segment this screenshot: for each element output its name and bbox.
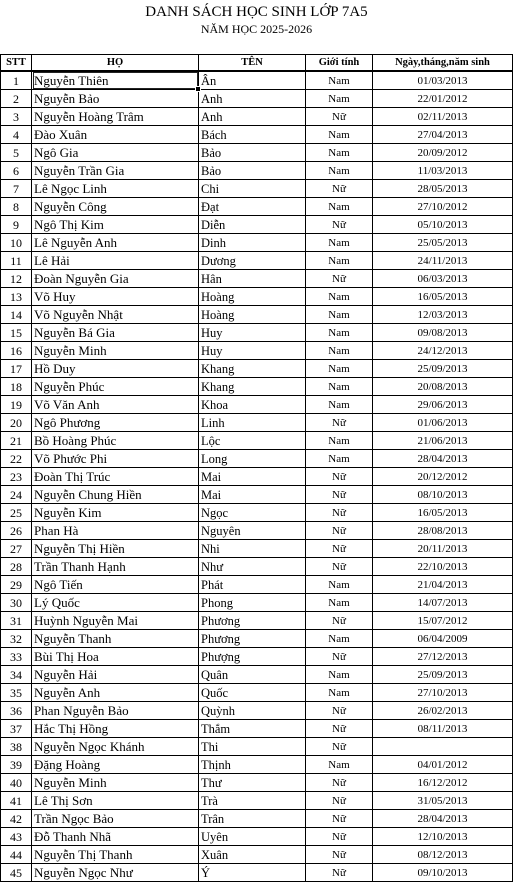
table-row — [1, 126, 513, 144]
cell-stt[interactable]: 39 — [1, 756, 32, 774]
cell-stt[interactable]: 2 — [1, 90, 32, 108]
cell-ten[interactable]: Trân — [199, 810, 306, 828]
cell-ten[interactable]: Quốc — [199, 684, 306, 702]
cell-stt[interactable]: 7 — [1, 180, 32, 198]
cell-ngay-sinh[interactable]: 28/08/2013 — [373, 522, 513, 540]
cell-gioi-tinh[interactable]: Nữ — [306, 468, 373, 486]
cell-gioi-tinh[interactable]: Nam — [306, 396, 373, 414]
cell-ngay-sinh[interactable]: 16/05/2013 — [373, 504, 513, 522]
cell-gioi-tinh[interactable]: Nam — [306, 144, 373, 162]
cell-stt[interactable]: 18 — [1, 378, 32, 396]
cell-stt[interactable]: 38 — [1, 738, 32, 756]
cell-gioi-tinh[interactable]: Nữ — [306, 414, 373, 432]
cell-ngay-sinh[interactable]: 21/06/2013 — [373, 432, 513, 450]
table-row — [1, 270, 513, 288]
cell-gioi-tinh[interactable]: Nam — [306, 162, 373, 180]
cell-stt[interactable]: 32 — [1, 630, 32, 648]
cell-gioi-tinh[interactable]: Nam — [306, 324, 373, 342]
cell-ngay-sinh[interactable] — [373, 738, 513, 756]
cell-stt[interactable]: 8 — [1, 198, 32, 216]
cell-stt[interactable]: 28 — [1, 558, 32, 576]
cell-ngay-sinh[interactable]: 12/03/2013 — [373, 306, 513, 324]
cell-ten[interactable]: Nguyên — [199, 522, 306, 540]
cell-ten[interactable]: Mai — [199, 486, 306, 504]
table-row — [1, 522, 513, 540]
table-row — [1, 180, 513, 198]
cell-gioi-tinh[interactable]: Nam — [306, 71, 373, 90]
cell-gioi-tinh[interactable]: Nữ — [306, 504, 373, 522]
cell-ten[interactable]: Phương — [199, 630, 306, 648]
table-row — [1, 756, 513, 774]
header-ho[interactable]: HỌ — [32, 55, 199, 72]
cell-stt[interactable]: 44 — [1, 846, 32, 864]
cell-ngay-sinh[interactable]: 15/07/2012 — [373, 612, 513, 630]
cell-gioi-tinh[interactable]: Nữ — [306, 108, 373, 126]
cell-ten[interactable]: Thi — [199, 738, 306, 756]
cell-ten[interactable]: Dương — [199, 252, 306, 270]
table-row — [1, 540, 513, 558]
cell-ho[interactable]: Trần Ngọc Bảo — [32, 810, 199, 828]
cell-gioi-tinh[interactable]: Nam — [306, 198, 373, 216]
table-row — [1, 720, 513, 738]
cell-gioi-tinh[interactable]: Nam — [306, 252, 373, 270]
cell-stt[interactable]: 37 — [1, 720, 32, 738]
table-row — [1, 846, 513, 864]
cell-ho[interactable]: Nguyễn Thiên — [32, 71, 199, 90]
cell-ho[interactable]: Lý Quốc — [32, 594, 199, 612]
cell-gioi-tinh[interactable]: Nữ — [306, 738, 373, 756]
table-row — [1, 684, 513, 702]
table-row — [1, 396, 513, 414]
cell-stt[interactable]: 20 — [1, 414, 32, 432]
cell-gioi-tinh[interactable]: Nam — [306, 126, 373, 144]
table-row — [1, 90, 513, 108]
cell-ngay-sinh[interactable]: 27/10/2012 — [373, 198, 513, 216]
header-ngay-sinh[interactable]: Ngày,tháng,năm sinh — [373, 55, 513, 72]
cell-stt[interactable]: 40 — [1, 774, 32, 792]
cell-gioi-tinh[interactable]: Nam — [306, 576, 373, 594]
cell-ngay-sinh[interactable]: 06/04/2009 — [373, 630, 513, 648]
cell-ngay-sinh[interactable]: 09/10/2013 — [373, 864, 513, 882]
cell-stt[interactable]: 1 — [1, 71, 32, 90]
cell-ho[interactable]: Nguyễn Phúc — [32, 378, 199, 396]
cell-gioi-tinh[interactable]: Nam — [306, 306, 373, 324]
cell-gioi-tinh[interactable]: Nữ — [306, 810, 373, 828]
cell-ten[interactable]: Bảo — [199, 144, 306, 162]
table-row — [1, 252, 513, 270]
table-row — [1, 288, 513, 306]
cell-gioi-tinh[interactable]: Nữ — [306, 846, 373, 864]
table-row — [1, 432, 513, 450]
cell-ngay-sinh[interactable]: 28/04/2013 — [373, 810, 513, 828]
table-row — [1, 810, 513, 828]
cell-ho[interactable]: Trần Thanh Hạnh — [32, 558, 199, 576]
cell-ten[interactable]: Thư — [199, 774, 306, 792]
cell-ten[interactable]: Đạt — [199, 198, 306, 216]
cell-ten[interactable]: Như — [199, 558, 306, 576]
cell-stt[interactable]: 35 — [1, 684, 32, 702]
cell-ho[interactable]: Nguyễn Bá Gia — [32, 324, 199, 342]
cell-ngay-sinh[interactable]: 25/09/2013 — [373, 360, 513, 378]
table-row — [1, 108, 513, 126]
cell-stt[interactable]: 36 — [1, 702, 32, 720]
cell-ho[interactable]: Võ Huy — [32, 288, 199, 306]
cell-ngay-sinh[interactable]: 11/03/2013 — [373, 162, 513, 180]
cell-ho[interactable]: Nguyễn Bảo — [32, 90, 199, 108]
cell-ten[interactable]: Bảo — [199, 162, 306, 180]
cell-ho[interactable]: Nguyễn Trần Gia — [32, 162, 199, 180]
cell-gioi-tinh[interactable]: Nữ — [306, 648, 373, 666]
table-row — [1, 576, 513, 594]
cell-stt[interactable]: 24 — [1, 486, 32, 504]
cell-ho[interactable]: Đoàn Thị Trúc — [32, 468, 199, 486]
cell-stt[interactable]: 34 — [1, 666, 32, 684]
table-row — [1, 738, 513, 756]
cell-ngay-sinh[interactable]: 01/06/2013 — [373, 414, 513, 432]
cell-stt[interactable]: 10 — [1, 234, 32, 252]
cell-ngay-sinh[interactable]: 27/10/2013 — [373, 684, 513, 702]
cell-ten[interactable]: Quỳnh — [199, 702, 306, 720]
cell-ho[interactable]: Hắc Thị Hồng — [32, 720, 199, 738]
cell-ten[interactable]: Phương — [199, 612, 306, 630]
cell-ho[interactable]: Hồ Duy — [32, 360, 199, 378]
cell-gioi-tinh[interactable]: Nữ — [306, 270, 373, 288]
cell-ten[interactable]: Trà — [199, 792, 306, 810]
cell-gioi-tinh[interactable]: Nữ — [306, 558, 373, 576]
cell-ho[interactable]: Nguyễn Chung Hiền — [32, 486, 199, 504]
cell-stt[interactable]: 17 — [1, 360, 32, 378]
cell-ngay-sinh[interactable]: 20/09/2012 — [373, 144, 513, 162]
cell-ngay-sinh[interactable]: 16/12/2012 — [373, 774, 513, 792]
cell-gioi-tinh[interactable]: Nam — [306, 450, 373, 468]
cell-ho[interactable]: Nguyễn Hoàng Trâm — [32, 108, 199, 126]
cell-ten[interactable]: Hoàng — [199, 288, 306, 306]
cell-stt[interactable]: 19 — [1, 396, 32, 414]
table-row — [1, 71, 513, 90]
cell-ho[interactable]: Bồ Hoàng Phúc — [32, 432, 199, 450]
table-row — [1, 486, 513, 504]
cell-ho[interactable]: Ngô Phương — [32, 414, 199, 432]
table-row — [1, 594, 513, 612]
cell-ho[interactable]: Nguyễn Kim — [32, 504, 199, 522]
table-row — [1, 162, 513, 180]
cell-stt[interactable]: 14 — [1, 306, 32, 324]
cell-ho[interactable]: Đỗ Thanh Nhã — [32, 828, 199, 846]
cell-ten[interactable]: Xuân — [199, 846, 306, 864]
cell-gioi-tinh[interactable]: Nam — [306, 594, 373, 612]
cell-ho[interactable]: Huỳnh Nguyễn Mai — [32, 612, 199, 630]
table-row — [1, 468, 513, 486]
cell-ten[interactable]: Mai — [199, 468, 306, 486]
cell-gioi-tinh[interactable]: Nam — [306, 666, 373, 684]
cell-gioi-tinh[interactable]: Nam — [306, 342, 373, 360]
student-rows — [1, 71, 513, 882]
cell-gioi-tinh[interactable]: Nữ — [306, 774, 373, 792]
cell-ten[interactable]: Anh — [199, 90, 306, 108]
cell-stt[interactable]: 41 — [1, 792, 32, 810]
cell-gioi-tinh[interactable]: Nam — [306, 288, 373, 306]
cell-ten[interactable]: Khoa — [199, 396, 306, 414]
table-row — [1, 144, 513, 162]
cell-ten[interactable]: Ân — [199, 71, 306, 90]
cell-ngay-sinh[interactable]: 28/05/2013 — [373, 180, 513, 198]
cell-ngay-sinh[interactable]: 20/11/2013 — [373, 540, 513, 558]
cell-ho[interactable]: Nguyễn Hải — [32, 666, 199, 684]
cell-ten[interactable]: Phát — [199, 576, 306, 594]
cell-ho[interactable]: Ngô Gia — [32, 144, 199, 162]
cell-ho[interactable]: Nguyễn Minh — [32, 774, 199, 792]
cell-ten[interactable]: Chi — [199, 180, 306, 198]
cell-ten[interactable]: Hoàng — [199, 306, 306, 324]
cell-ngay-sinh[interactable]: 04/01/2012 — [373, 756, 513, 774]
cell-ngay-sinh[interactable]: 20/08/2013 — [373, 378, 513, 396]
cell-ngay-sinh[interactable]: 08/12/2013 — [373, 846, 513, 864]
cell-ten[interactable]: Nhi — [199, 540, 306, 558]
cell-ten[interactable]: Long — [199, 450, 306, 468]
cell-ho[interactable]: Nguyễn Thị Hiền — [32, 540, 199, 558]
cell-gioi-tinh[interactable]: Nữ — [306, 864, 373, 882]
cell-ten[interactable]: Ngọc — [199, 504, 306, 522]
cell-ngay-sinh[interactable]: 05/10/2013 — [373, 216, 513, 234]
cell-ho[interactable]: Nguyễn Ngọc Như — [32, 864, 199, 882]
table-row — [1, 702, 513, 720]
cell-stt[interactable]: 43 — [1, 828, 32, 846]
cell-ho[interactable]: Nguyễn Ngọc Khánh — [32, 738, 199, 756]
cell-ngay-sinh[interactable]: 25/09/2013 — [373, 666, 513, 684]
cell-fill-handle[interactable] — [195, 86, 201, 92]
cell-ten[interactable]: Ý — [199, 864, 306, 882]
cell-ten[interactable]: Thịnh — [199, 756, 306, 774]
cell-stt[interactable]: 25 — [1, 504, 32, 522]
cell-ho[interactable]: Lê Ngọc Linh — [32, 180, 199, 198]
cell-stt[interactable]: 15 — [1, 324, 32, 342]
cell-ngay-sinh[interactable]: 08/11/2013 — [373, 720, 513, 738]
cell-ngay-sinh[interactable]: 06/03/2013 — [373, 270, 513, 288]
cell-gioi-tinh[interactable]: Nữ — [306, 702, 373, 720]
cell-ten[interactable]: Quân — [199, 666, 306, 684]
cell-ho[interactable]: Võ Văn Anh — [32, 396, 199, 414]
cell-ten[interactable]: Bách — [199, 126, 306, 144]
cell-ho[interactable]: Đào Xuân — [32, 126, 199, 144]
cell-stt[interactable]: 9 — [1, 216, 32, 234]
cell-gioi-tinh[interactable]: Nữ — [306, 720, 373, 738]
cell-ngay-sinh[interactable]: 09/08/2013 — [373, 324, 513, 342]
cell-ngay-sinh[interactable]: 27/04/2013 — [373, 126, 513, 144]
cell-stt[interactable]: 13 — [1, 288, 32, 306]
cell-ngay-sinh[interactable]: 25/05/2013 — [373, 234, 513, 252]
cell-ten[interactable]: Dinh — [199, 234, 306, 252]
table-row — [1, 216, 513, 234]
table-row — [1, 198, 513, 216]
cell-stt[interactable]: 31 — [1, 612, 32, 630]
cell-ho[interactable]: Ngô Tiến — [32, 576, 199, 594]
student-table — [0, 54, 513, 882]
cell-ten[interactable]: Huy — [199, 324, 306, 342]
cell-ho[interactable]: Nguyễn Công — [32, 198, 199, 216]
cell-gioi-tinh[interactable]: Nam — [306, 756, 373, 774]
cell-gioi-tinh[interactable]: Nữ — [306, 180, 373, 198]
table-row — [1, 612, 513, 630]
cell-stt[interactable]: 45 — [1, 864, 32, 882]
table-row — [1, 360, 513, 378]
cell-stt[interactable]: 5 — [1, 144, 32, 162]
cell-ngay-sinh[interactable]: 16/05/2013 — [373, 288, 513, 306]
cell-stt[interactable]: 4 — [1, 126, 32, 144]
cell-ngay-sinh[interactable]: 22/10/2013 — [373, 558, 513, 576]
cell-gioi-tinh[interactable]: Nữ — [306, 828, 373, 846]
cell-ngay-sinh[interactable]: 24/12/2013 — [373, 342, 513, 360]
cell-stt[interactable]: 21 — [1, 432, 32, 450]
cell-gioi-tinh[interactable]: Nữ — [306, 216, 373, 234]
cell-stt[interactable]: 30 — [1, 594, 32, 612]
cell-gioi-tinh[interactable]: Nữ — [306, 540, 373, 558]
cell-ho[interactable]: Nguyễn Anh — [32, 684, 199, 702]
cell-stt[interactable]: 27 — [1, 540, 32, 558]
cell-ngay-sinh[interactable]: 08/10/2013 — [373, 486, 513, 504]
cell-ngay-sinh[interactable]: 20/12/2012 — [373, 468, 513, 486]
cell-ho[interactable]: Nguyễn Thanh — [32, 630, 199, 648]
cell-ten[interactable]: Phượng — [199, 648, 306, 666]
table-row — [1, 378, 513, 396]
cell-gioi-tinh[interactable]: Nam — [306, 234, 373, 252]
cell-ngay-sinh[interactable]: 29/06/2013 — [373, 396, 513, 414]
header-stt[interactable]: STT — [1, 55, 32, 72]
cell-ten[interactable]: Huy — [199, 342, 306, 360]
cell-ho[interactable]: Lê Hải — [32, 252, 199, 270]
cell-stt[interactable]: 33 — [1, 648, 32, 666]
cell-ho[interactable]: Lê Nguyễn Anh — [32, 234, 199, 252]
cell-ho[interactable]: Đoàn Nguyễn Gia — [32, 270, 199, 288]
table-row — [1, 306, 513, 324]
cell-ngay-sinh[interactable]: 26/02/2013 — [373, 702, 513, 720]
cell-ho[interactable]: Bùi Thị Hoa — [32, 648, 199, 666]
cell-ngay-sinh[interactable]: 21/04/2013 — [373, 576, 513, 594]
page-title: DANH SÁCH HỌC SINH LỚP 7A5 — [145, 4, 368, 20]
table-row — [1, 450, 513, 468]
cell-stt[interactable]: 12 — [1, 270, 32, 288]
cell-ho[interactable]: Đặng Hoàng — [32, 756, 199, 774]
cell-ngay-sinh[interactable]: 01/03/2013 — [373, 71, 513, 90]
cell-gioi-tinh[interactable]: Nữ — [306, 522, 373, 540]
cell-gioi-tinh[interactable]: Nam — [306, 90, 373, 108]
cell-gioi-tinh[interactable]: Nam — [306, 684, 373, 702]
cell-stt[interactable]: 3 — [1, 108, 32, 126]
cell-ngay-sinh[interactable]: 12/10/2013 — [373, 828, 513, 846]
cell-ten[interactable]: Khang — [199, 360, 306, 378]
cell-ten[interactable]: Thắm — [199, 720, 306, 738]
cell-ho[interactable]: Võ Nguyễn Nhật — [32, 306, 199, 324]
cell-gioi-tinh[interactable]: Nam — [306, 360, 373, 378]
cell-stt[interactable]: 26 — [1, 522, 32, 540]
cell-ho[interactable]: Nguyễn Minh — [32, 342, 199, 360]
cell-gioi-tinh[interactable]: Nam — [306, 378, 373, 396]
cell-ten[interactable]: Diễn — [199, 216, 306, 234]
cell-stt[interactable]: 29 — [1, 576, 32, 594]
table-row — [1, 864, 513, 882]
cell-ngay-sinh[interactable]: 27/12/2013 — [373, 648, 513, 666]
cell-stt[interactable]: 11 — [1, 252, 32, 270]
table-row — [1, 414, 513, 432]
cell-gioi-tinh[interactable]: Nữ — [306, 792, 373, 810]
cell-ngay-sinh[interactable]: 02/11/2013 — [373, 108, 513, 126]
table-row — [1, 666, 513, 684]
cell-gioi-tinh[interactable]: Nam — [306, 432, 373, 450]
cell-gioi-tinh[interactable]: Nữ — [306, 486, 373, 504]
table-row — [1, 558, 513, 576]
cell-ten[interactable]: Phong — [199, 594, 306, 612]
cell-stt[interactable]: 16 — [1, 342, 32, 360]
cell-ngay-sinh[interactable]: 31/05/2013 — [373, 792, 513, 810]
cell-ngay-sinh[interactable]: 24/11/2013 — [373, 252, 513, 270]
cell-ten[interactable]: Khang — [199, 378, 306, 396]
cell-ngay-sinh[interactable]: 22/01/2012 — [373, 90, 513, 108]
cell-ho[interactable]: Phan Hà — [32, 522, 199, 540]
cell-ten[interactable]: Hân — [199, 270, 306, 288]
cell-ten[interactable]: Lộc — [199, 432, 306, 450]
cell-stt[interactable]: 42 — [1, 810, 32, 828]
cell-ten[interactable]: Anh — [199, 108, 306, 126]
table-row — [1, 774, 513, 792]
header-ten[interactable]: TÊN — [199, 55, 306, 72]
page-subtitle: NĂM HỌC 2025-2026 — [200, 22, 313, 36]
cell-stt[interactable]: 22 — [1, 450, 32, 468]
cell-ten[interactable]: Uyên — [199, 828, 306, 846]
cell-gioi-tinh[interactable]: Nam — [306, 630, 373, 648]
cell-ho[interactable]: Nguyễn Thị Thanh — [32, 846, 199, 864]
table-row — [1, 234, 513, 252]
cell-ngay-sinh[interactable]: 14/07/2013 — [373, 594, 513, 612]
cell-ten[interactable]: Linh — [199, 414, 306, 432]
table-row — [1, 648, 513, 666]
table-header-row — [1, 55, 513, 72]
table-row — [1, 504, 513, 522]
cell-ho[interactable]: Lê Thị Sơn — [32, 792, 199, 810]
cell-ho[interactable]: Ngô Thị Kim — [32, 216, 199, 234]
cell-ho[interactable]: Võ Phước Phi — [32, 450, 199, 468]
cell-stt[interactable]: 23 — [1, 468, 32, 486]
table-row — [1, 792, 513, 810]
cell-ngay-sinh[interactable]: 28/04/2013 — [373, 450, 513, 468]
cell-stt[interactable]: 6 — [1, 162, 32, 180]
cell-ho[interactable]: Phan Nguyễn Bảo — [32, 702, 199, 720]
table-row — [1, 324, 513, 342]
header-gioi-tinh[interactable]: Giới tính — [306, 55, 373, 72]
cell-gioi-tinh[interactable]: Nữ — [306, 612, 373, 630]
table-row — [1, 342, 513, 360]
table-row — [1, 828, 513, 846]
table-row — [1, 630, 513, 648]
